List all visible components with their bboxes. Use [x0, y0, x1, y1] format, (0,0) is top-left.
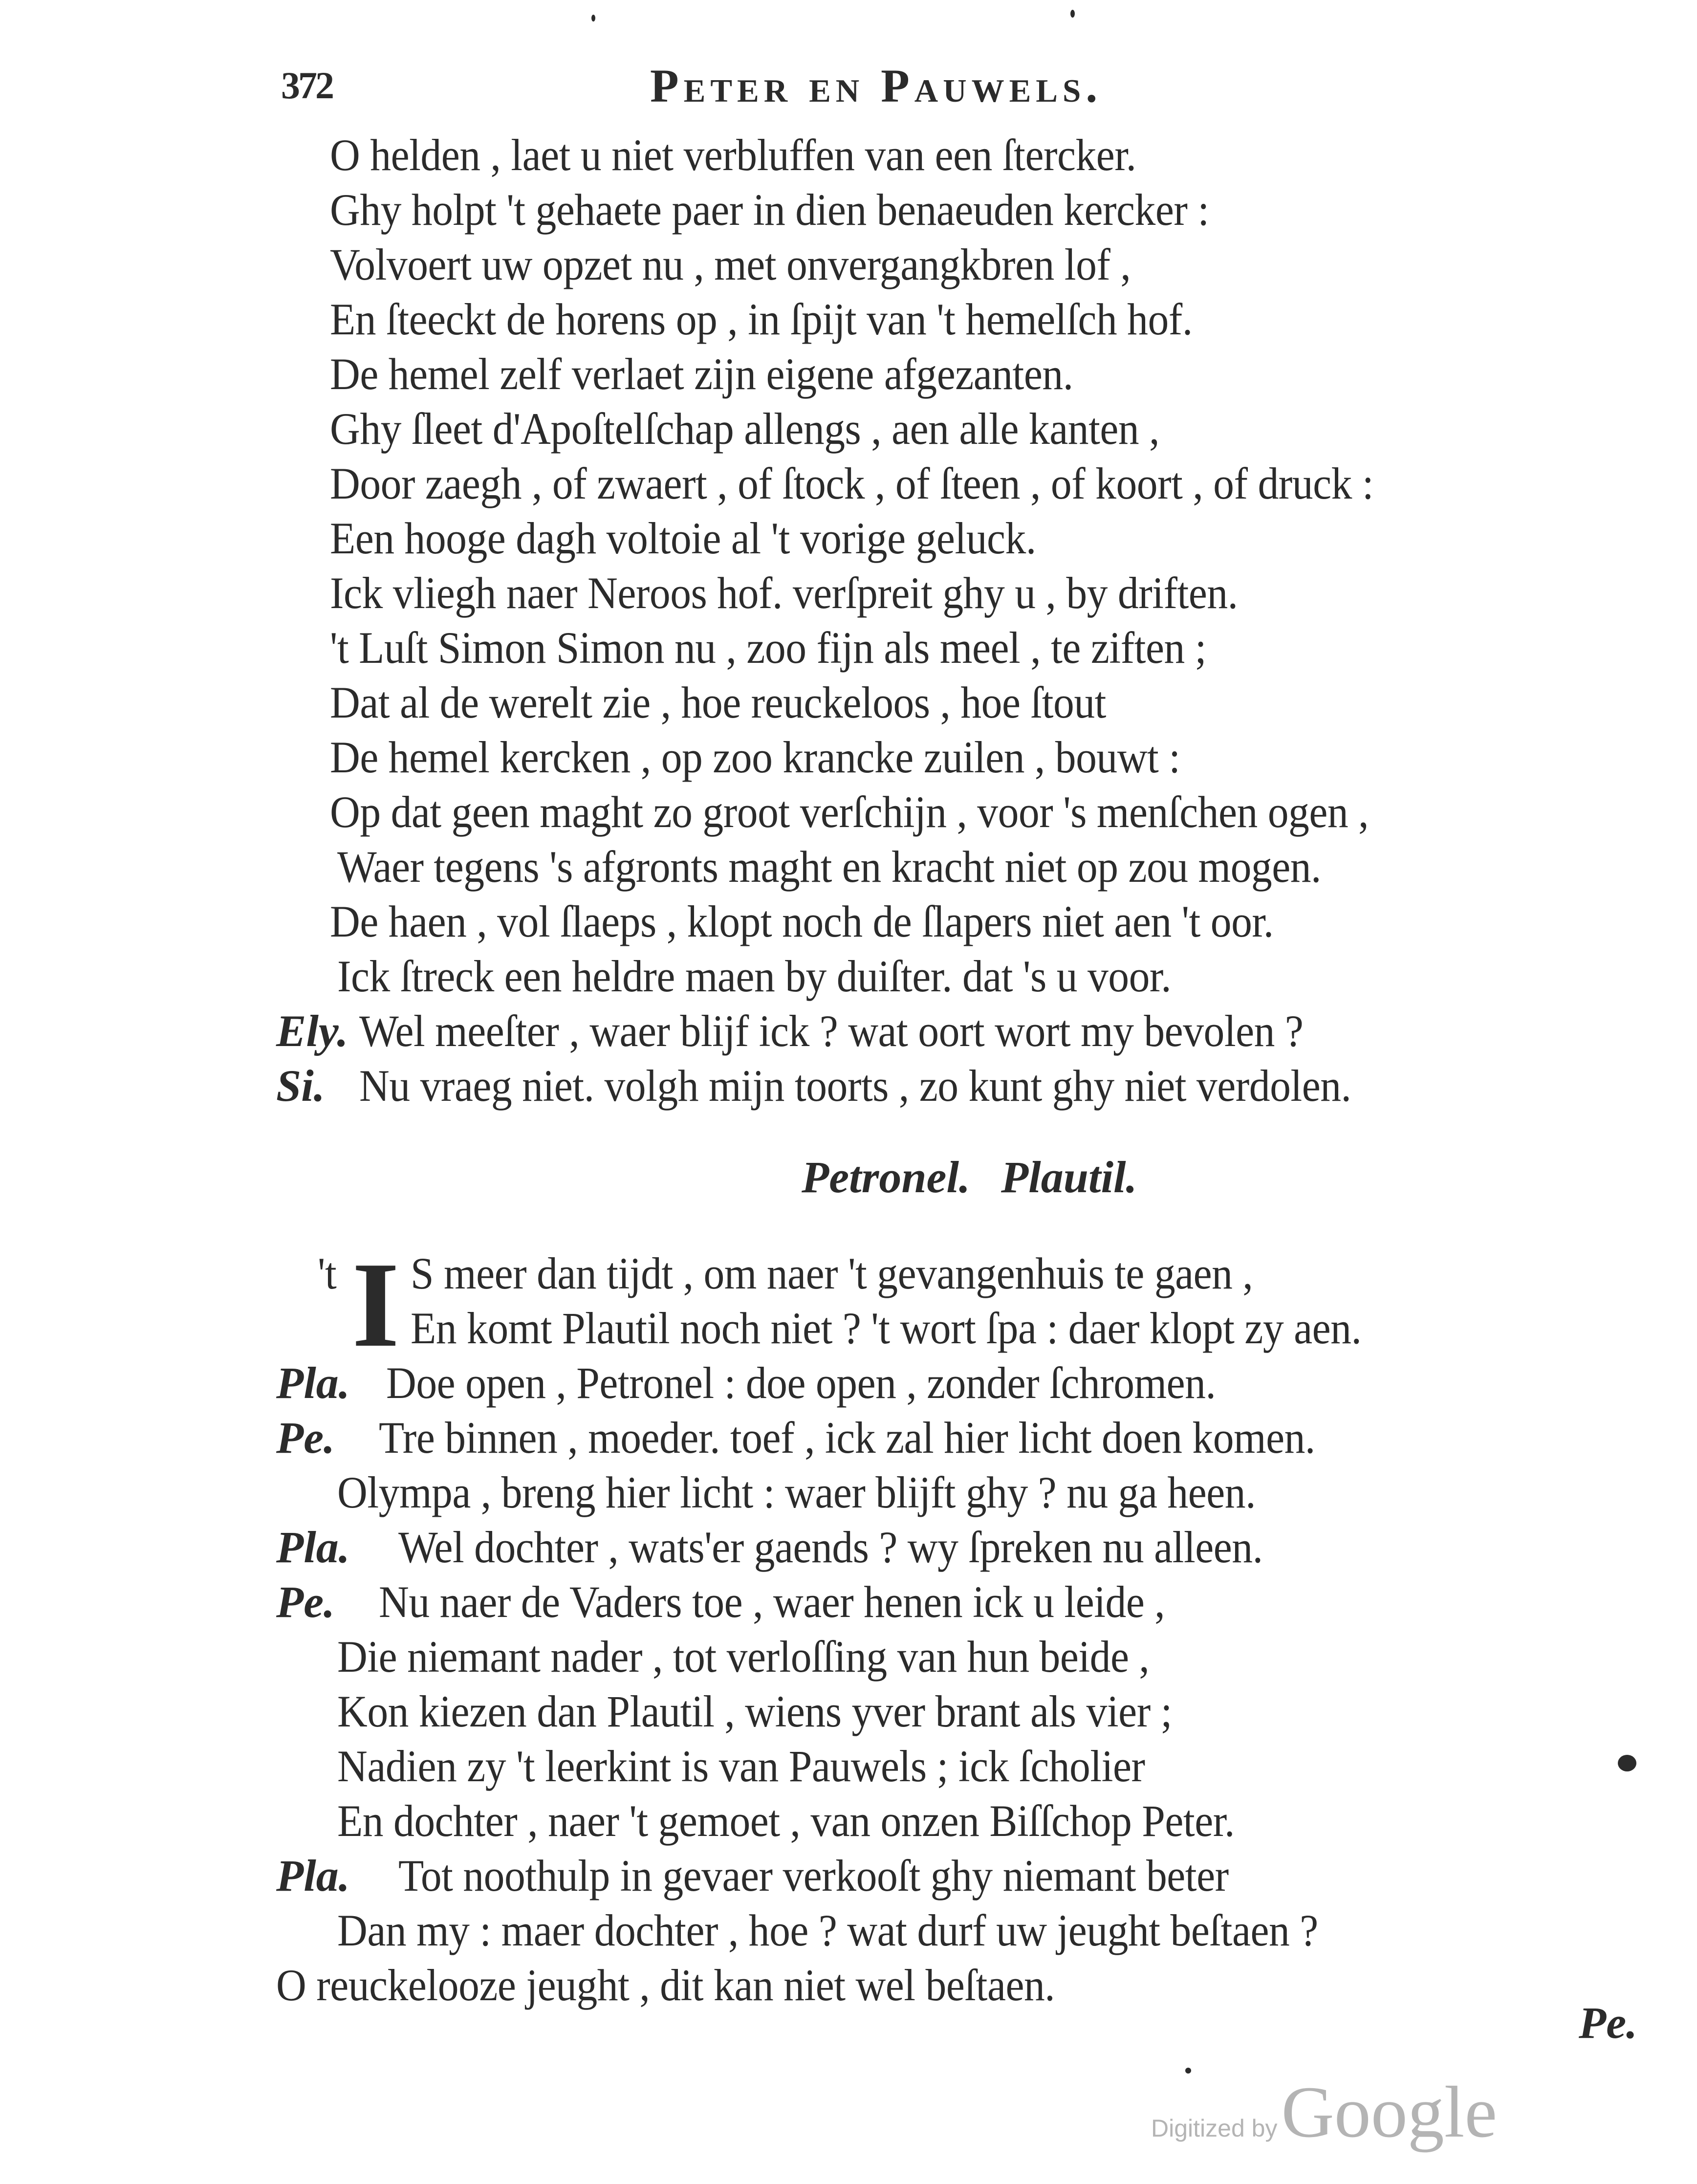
- verse-line: O reuckelooze jeught , dit kan niet wel beſtaen.: [276, 1960, 1055, 2010]
- verse-line: Ick ſtreck een heldre maen by duiſter. dat 's u voor.: [337, 951, 1172, 1001]
- verse-line: En dochter , naer 't gemoet , van onzen Biſſchop Peter.: [337, 1796, 1235, 1846]
- speaker-label: Pla.: [276, 1851, 350, 1900]
- verse-line: Ghy holpt 't gehaete paer in dien benaeuden kercker :: [330, 185, 1209, 235]
- verse-line: Volvoert uw opzet nu , met onvergangkbren lof ,: [330, 240, 1131, 289]
- verse-line: Kon kiezen dan Plautil , wiens yver brant als vier ;: [337, 1686, 1172, 1736]
- verse-line: Tot noothulp in gevaer verkooſt ghy niemant beter: [398, 1851, 1229, 1900]
- verse-line: Tre binnen , moeder. toef , ick zal hier licht doen komen.: [379, 1413, 1315, 1463]
- page-number: 372: [281, 64, 332, 107]
- ink-speck: [1185, 2068, 1191, 2074]
- speaker-label: Ely.: [276, 1006, 348, 1056]
- verse-line: En komt Plautil noch niet ? 't wort ſpa : daer klopt zy aen.: [411, 1303, 1362, 1353]
- verse-line: Nu naer de Vaders toe , waer henen ick u leide ,: [379, 1577, 1165, 1627]
- verse-line: Ghy ſleet d'Apoſtelſchap allengs , aen alle kanten ,: [330, 404, 1160, 454]
- verse-line: 't Luſt Simon Simon nu , zoo fijn als meel , te ziften ;: [330, 623, 1207, 673]
- verse-line: Door zaegh , of zwaert , of ſtock , of ſteen , of koort , of druck :: [330, 459, 1374, 508]
- verse-line: Wel dochter , wats'er gaends ? wy ſpreken nu alleen.: [398, 1522, 1263, 1572]
- running-head: [0, 59, 1697, 112]
- verse-line: Nadien zy 't leerkint is van Pauwels ; ick ſcholier: [337, 1741, 1145, 1791]
- ink-blot: [1618, 1755, 1636, 1771]
- dropcap-letter: I: [352, 1237, 400, 1373]
- speaker-label: Si.: [276, 1061, 325, 1111]
- digitized-by-google-watermark: [1151, 2070, 1497, 2154]
- verse-line: De haen , vol ſlaeps , klopt noch de ſlapers niet aen 't oor.: [330, 896, 1274, 946]
- verse-line: Wel meeſter , waer blijf ick ? wat oort wort my bevolen ?: [359, 1006, 1304, 1056]
- verse-line: S meer dan tijdt , om naer 't gevangenhuis te gaen ,: [411, 1248, 1253, 1298]
- verse-line: Olympa , breng hier licht : waer blijft ghy ? nu ga heen.: [337, 1467, 1256, 1517]
- google-logo-text: Google: [1281, 2072, 1498, 2153]
- scene-heading: Petronel. Plautil.: [802, 1152, 1137, 1202]
- verse-line: O helden , laet u niet verbluffen van een ſtercker.: [330, 130, 1136, 180]
- ink-speck: [591, 15, 595, 22]
- verse-line: Nu vraeg niet. volgh mijn toorts , zo kunt ghy niet verdolen.: [359, 1061, 1351, 1111]
- verse-line: Die niemant nader , tot verloſſing van hun beide ,: [337, 1632, 1150, 1682]
- speaker-label: Pe.: [276, 1577, 335, 1627]
- verse-line: De hemel kercken , op zoo krancke zuilen , bouwt :: [330, 732, 1180, 782]
- verse-line: Een hooge dagh voltoie al 't vorige geluck.: [330, 513, 1036, 563]
- ink-speck: [1070, 10, 1075, 18]
- verse-line: Ick vliegh naer Neroos hof. verſpreit ghy u , by driften.: [330, 568, 1238, 618]
- dropcap-prefix: 't: [318, 1248, 337, 1298]
- catchword: Pe.: [1579, 1998, 1638, 2048]
- verse-line: Dat al de werelt zie , hoe reuckeloos , hoe ſtout: [330, 677, 1106, 727]
- watermark-prefix: Digitized by: [1151, 2115, 1278, 2142]
- verse-line: Doe open , Petronel : doe open , zonder ſchromen.: [386, 1358, 1216, 1408]
- running-title: Peter en Pauwels.: [650, 60, 1103, 112]
- verse-line: Waer tegens 's afgronts maght en kracht niet op zou mogen.: [337, 842, 1321, 892]
- speaker-label: Pla.: [276, 1522, 350, 1572]
- speaker-label: Pla.: [276, 1358, 350, 1408]
- verse-line: Op dat geen maght zo groot verſchijn , voor 's menſchen ogen ,: [330, 787, 1369, 837]
- verse-line: Dan my : maer dochter , hoe ? wat durf uw jeught beſtaen ?: [337, 1905, 1318, 1955]
- verse-line: De hemel zelf verlaet zijn eigene afgezanten.: [330, 349, 1073, 399]
- verse-line: En ſteeckt de horens op , in ſpijt van 't hemelſch hof.: [330, 294, 1193, 344]
- speaker-label: Pe.: [276, 1413, 335, 1463]
